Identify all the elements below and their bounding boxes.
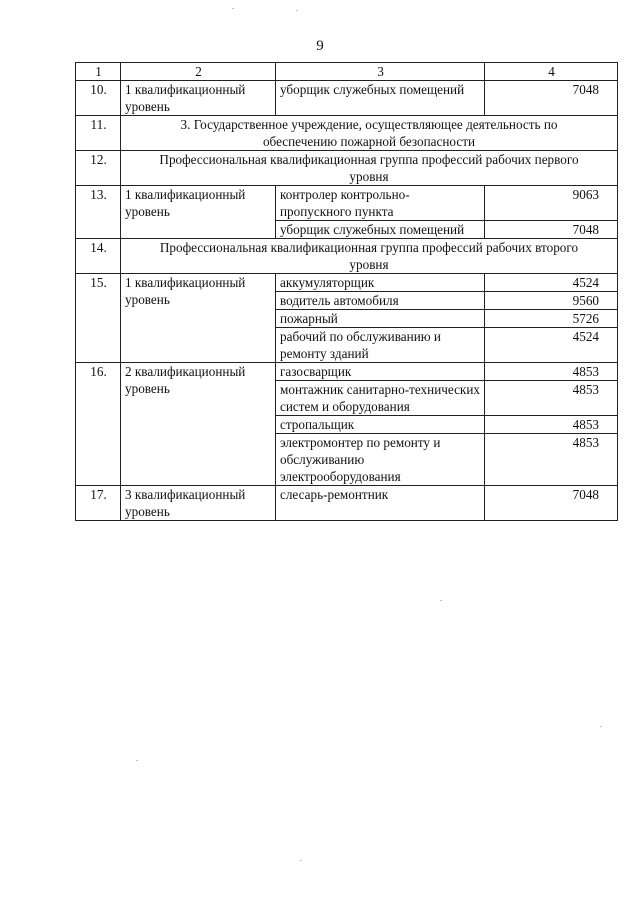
salary-value: 4853 — [485, 381, 618, 416]
scan-speck — [232, 8, 234, 9]
salary-value: 4524 — [485, 274, 618, 292]
table-row — [76, 186, 618, 221]
section-row — [76, 151, 618, 186]
header-col-3: 3 — [276, 63, 485, 81]
salary-value: 9063 — [485, 186, 618, 221]
profession-name: газосварщик — [276, 363, 485, 381]
salary-value: 4853 — [485, 434, 618, 486]
table-row — [76, 81, 618, 116]
header-col-2: 2 — [121, 63, 276, 81]
profession-name: монтажник санитарно-технических систем и оборудования — [276, 381, 485, 416]
profession-name: аккумуляторщик — [276, 274, 485, 292]
salary-value: 4853 — [485, 416, 618, 434]
row-number: 15. — [76, 274, 121, 363]
scan-speck — [300, 860, 302, 861]
profession-name: стропальщик — [276, 416, 485, 434]
profession-name: электромонтер по ремонту и обслуживанию электрооборудования — [276, 434, 485, 486]
header-col-1: 1 — [76, 63, 121, 81]
table-row — [76, 363, 618, 381]
section-row — [76, 116, 618, 151]
salary-value: 7048 — [485, 486, 618, 521]
row-number: 11. — [76, 116, 121, 151]
profession-name: рабочий по обслуживанию и ремонту зданий — [276, 328, 485, 363]
salary-value: 7048 — [485, 81, 618, 116]
group-title: Профессиональная квалификационная группа профессий рабочих второго уровня — [121, 239, 618, 274]
qualification-level: 1 квалификационный уровень — [121, 81, 276, 116]
table-header-row — [76, 63, 618, 81]
table-row — [76, 486, 618, 521]
row-number: 10. — [76, 81, 121, 116]
section-row — [76, 239, 618, 274]
scan-speck — [600, 726, 602, 727]
header-col-4: 4 — [485, 63, 618, 81]
profession-name: пожарный — [276, 310, 485, 328]
profession-name: уборщик служебных помещений — [276, 221, 485, 239]
qualification-level: 2 квалификационный уровень — [121, 363, 276, 486]
scan-speck — [136, 760, 138, 761]
salary-value: 9560 — [485, 292, 618, 310]
scan-speck — [440, 600, 442, 601]
row-number: 17. — [76, 486, 121, 521]
salary-value: 4853 — [485, 363, 618, 381]
scan-speck — [296, 10, 298, 11]
salary-table — [75, 62, 618, 521]
salary-value: 5726 — [485, 310, 618, 328]
group-title: Профессиональная квалификационная группа профессий рабочих первого уровня — [121, 151, 618, 186]
qualification-level: 1 квалификационный уровень — [121, 274, 276, 363]
qualification-level: 3 квалификационный уровень — [121, 486, 276, 521]
row-number: 16. — [76, 363, 121, 486]
profession-name: слесарь-ремонтник — [276, 486, 485, 521]
table-row — [76, 274, 618, 292]
qualification-level: 1 квалификационный уровень — [121, 186, 276, 239]
row-number: 13. — [76, 186, 121, 239]
profession-name: водитель автомобиля — [276, 292, 485, 310]
profession-name: контролер контрольно-пропускного пункта — [276, 186, 485, 221]
salary-value: 7048 — [485, 221, 618, 239]
salary-value: 4524 — [485, 328, 618, 363]
row-number: 12. — [76, 151, 121, 186]
row-number: 14. — [76, 239, 121, 274]
section-title: 3. Государственное учреждение, осуществляющее деятельность по обеспечению пожарной безопасности — [121, 116, 618, 151]
page-number: 9 — [316, 38, 324, 54]
profession-name: уборщик служебных помещений — [276, 81, 485, 116]
